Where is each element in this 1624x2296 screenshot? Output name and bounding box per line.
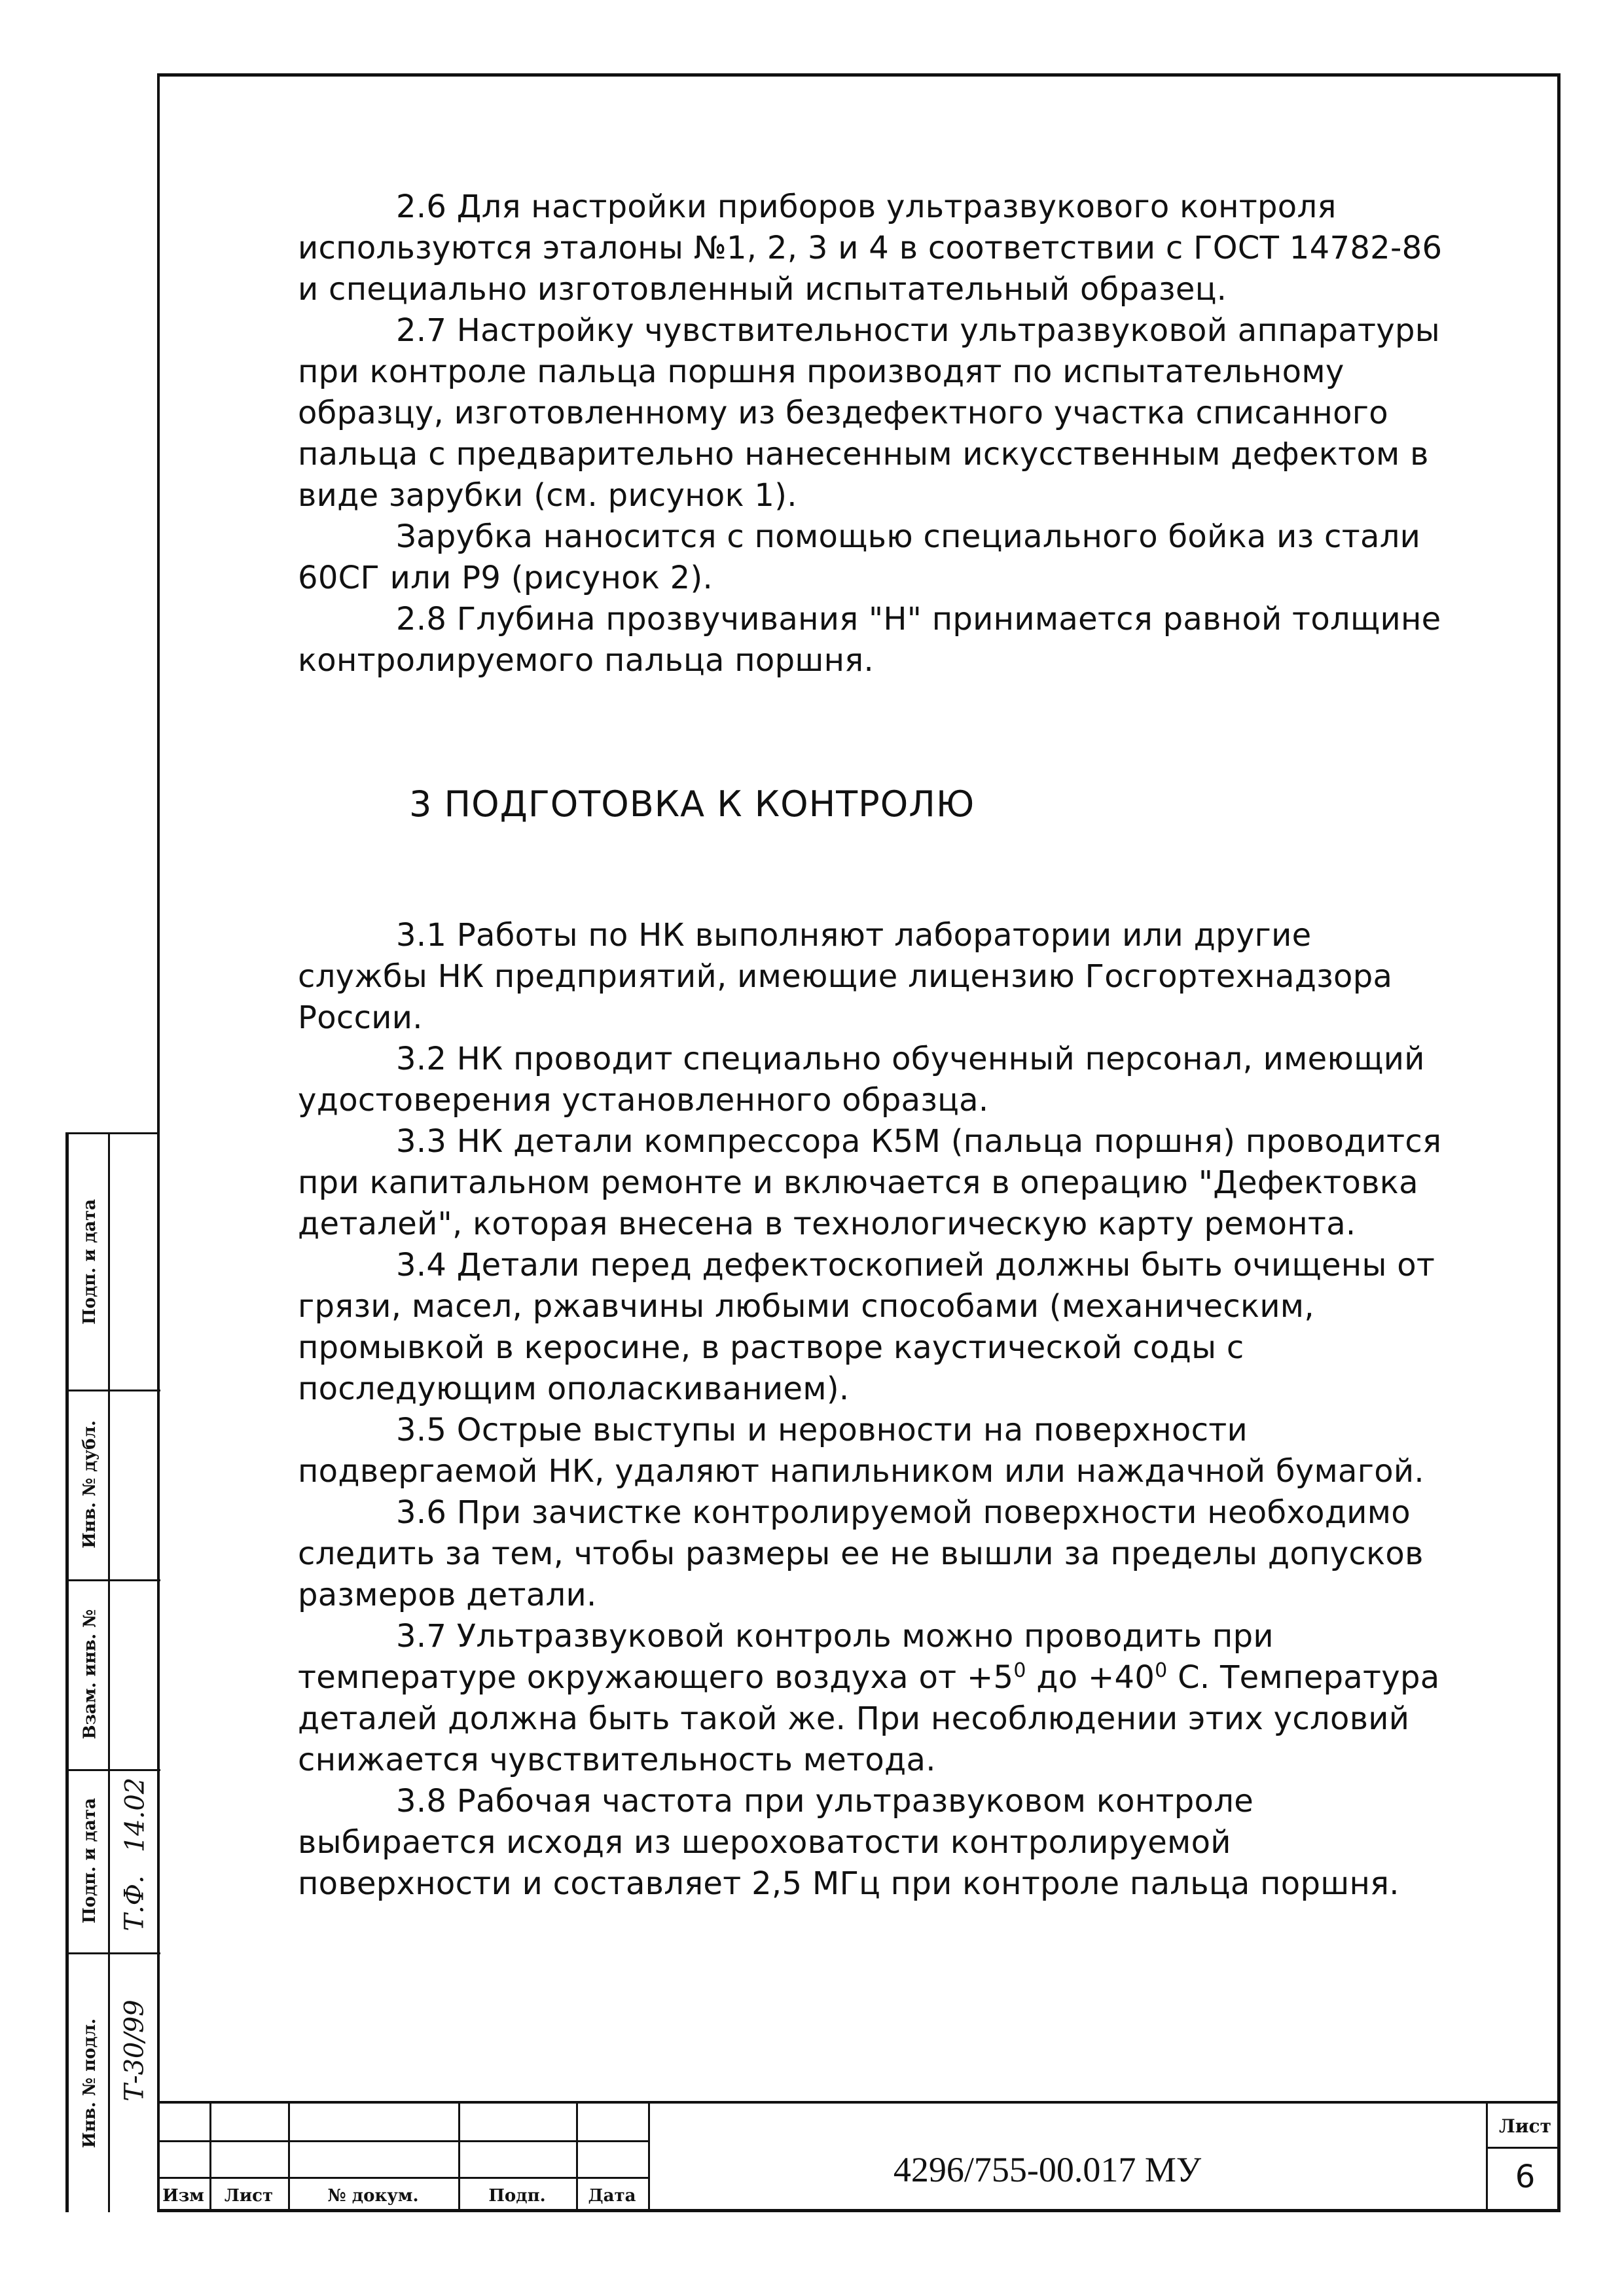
col-label-signature: Подп.: [488, 2186, 546, 2206]
handwritten-date: 14.02: [120, 1777, 151, 1853]
paragraph-3-6: 3.6 При зачистке контролируемой поверхности необходимо следить за тем, чтобы размеры ее не вышли за пределы допусков размеров детали.: [298, 1494, 1424, 1613]
stamp-label-sign-date-2: Подп. и дата: [80, 1798, 100, 1924]
degree-sup-2: 0: [1155, 1659, 1168, 1682]
document-code: 4296/755-00.017 МУ: [893, 2150, 1202, 2189]
paragraph-3-8: 3.8 Рабочая частота при ультразвуковом контроле выбирается исходя из шероховатости контролируемой поверхности и составляет 2,5 МГц при контроле пальца поршня.: [298, 1783, 1399, 1902]
tb-row-line: [157, 2177, 648, 2179]
paragraph-2-7: 2.7 Настройку чувствительности ультразвуковой аппаратуры при контроле пальца поршня производят по испытательному образцу, изготовленному из бездефектного участка списанного пальца с предварительно нанесенным искусственным дефектом в виде зарубки (см. рисунок 1).: [298, 312, 1440, 514]
paragraph-3-7: [298, 1616, 1450, 1781]
col-label-sheet: Лист: [224, 2186, 274, 2206]
paragraph-3-2: 3.2 НК проводит специально обученный персонал, имеющий удостоверения установленного образца.: [298, 1041, 1425, 1119]
stamp-label-dup-inv: Инв. № дубл.: [80, 1420, 99, 1549]
p37-text-3: С. Температура деталей должна быть такой же. При несоблюдении этих условий снижается чувствительность метода.: [298, 1659, 1440, 1778]
paragraph-2-8: 2.8 Глубина прозвучивания "Н" принимается равной толщине контролируемого пальца поршня.: [298, 601, 1441, 679]
paragraph-3-5: 3.5 Острые выступы и неровности на поверхности подвергаемой НК, удаляют напильником или наждачной бумагой.: [298, 1412, 1424, 1490]
paragraph-2-6: 2.6 Для настройки приборов ультразвукового контроля используются эталоны №1, 2, 3 и 4 в соответствии с ГОСТ 14782-86 и специально изготовленный испытательный образец.: [298, 188, 1443, 308]
col-label-change: Изм: [162, 2186, 204, 2206]
p37-text-2: до +40: [1026, 1659, 1155, 1696]
handwritten-inventory-number: Т-30/99: [120, 2000, 150, 2102]
col-label-doc-number: № докум.: [327, 2186, 419, 2206]
paragraph-zarubka: Зарубка наносится с помощью специального бойка из стали 60СГ или Р9 (рисунок 2).: [298, 518, 1421, 596]
p37-text-1: 3.7 Ультразвуковой контроль можно проводить при температуре окружающего воздуха от +5: [298, 1618, 1274, 1696]
tb-divider: [1486, 2104, 1488, 2212]
sheet-label: Лист: [1499, 2115, 1551, 2137]
sheet-number: 6: [1515, 2159, 1536, 2195]
section-heading: 3 ПОДГОТОВКА К КОНТРОЛЮ: [409, 783, 975, 825]
handwritten-signature: Т.Ф.: [120, 1875, 150, 1931]
stamp-label-sign-date: Подп. и дата: [80, 1199, 100, 1325]
tb-divider: [648, 2104, 650, 2212]
margin-stamp: [65, 1132, 157, 2212]
paragraph-3-3: 3.3 НК детали компрессора К5М (пальца поршня) проводится при капитальном ремонте и включается в операцию "Дефектовка деталей", которая внесена в технологическую карту ремонта.: [298, 1123, 1442, 1242]
stamp-label-replace-inv: Взам. инв. №: [80, 1609, 100, 1740]
tb-row-line: [157, 2140, 648, 2142]
degree-sup-1: 0: [1013, 1659, 1026, 1682]
stamp-label-orig-inv: Инв. № подл.: [80, 2018, 100, 2149]
document-body: [298, 187, 1450, 1905]
col-label-date: Дата: [588, 2186, 636, 2206]
tb-row-line: [1486, 2147, 1558, 2149]
title-block: [157, 2101, 1561, 2212]
paragraph-3-1: 3.1 Работы по НК выполняют лаборатории или другие службы НК предприятий, имеющие лицензию Госгортехнадзора России.: [298, 917, 1393, 1036]
paragraph-3-4: 3.4 Детали перед дефектоскопией должны быть очищены от грязи, масел, ржавчины любыми способами (механическим, промывкой в керосине, в растворе каустической соды с последующим ополаскиванием).: [298, 1247, 1435, 1407]
